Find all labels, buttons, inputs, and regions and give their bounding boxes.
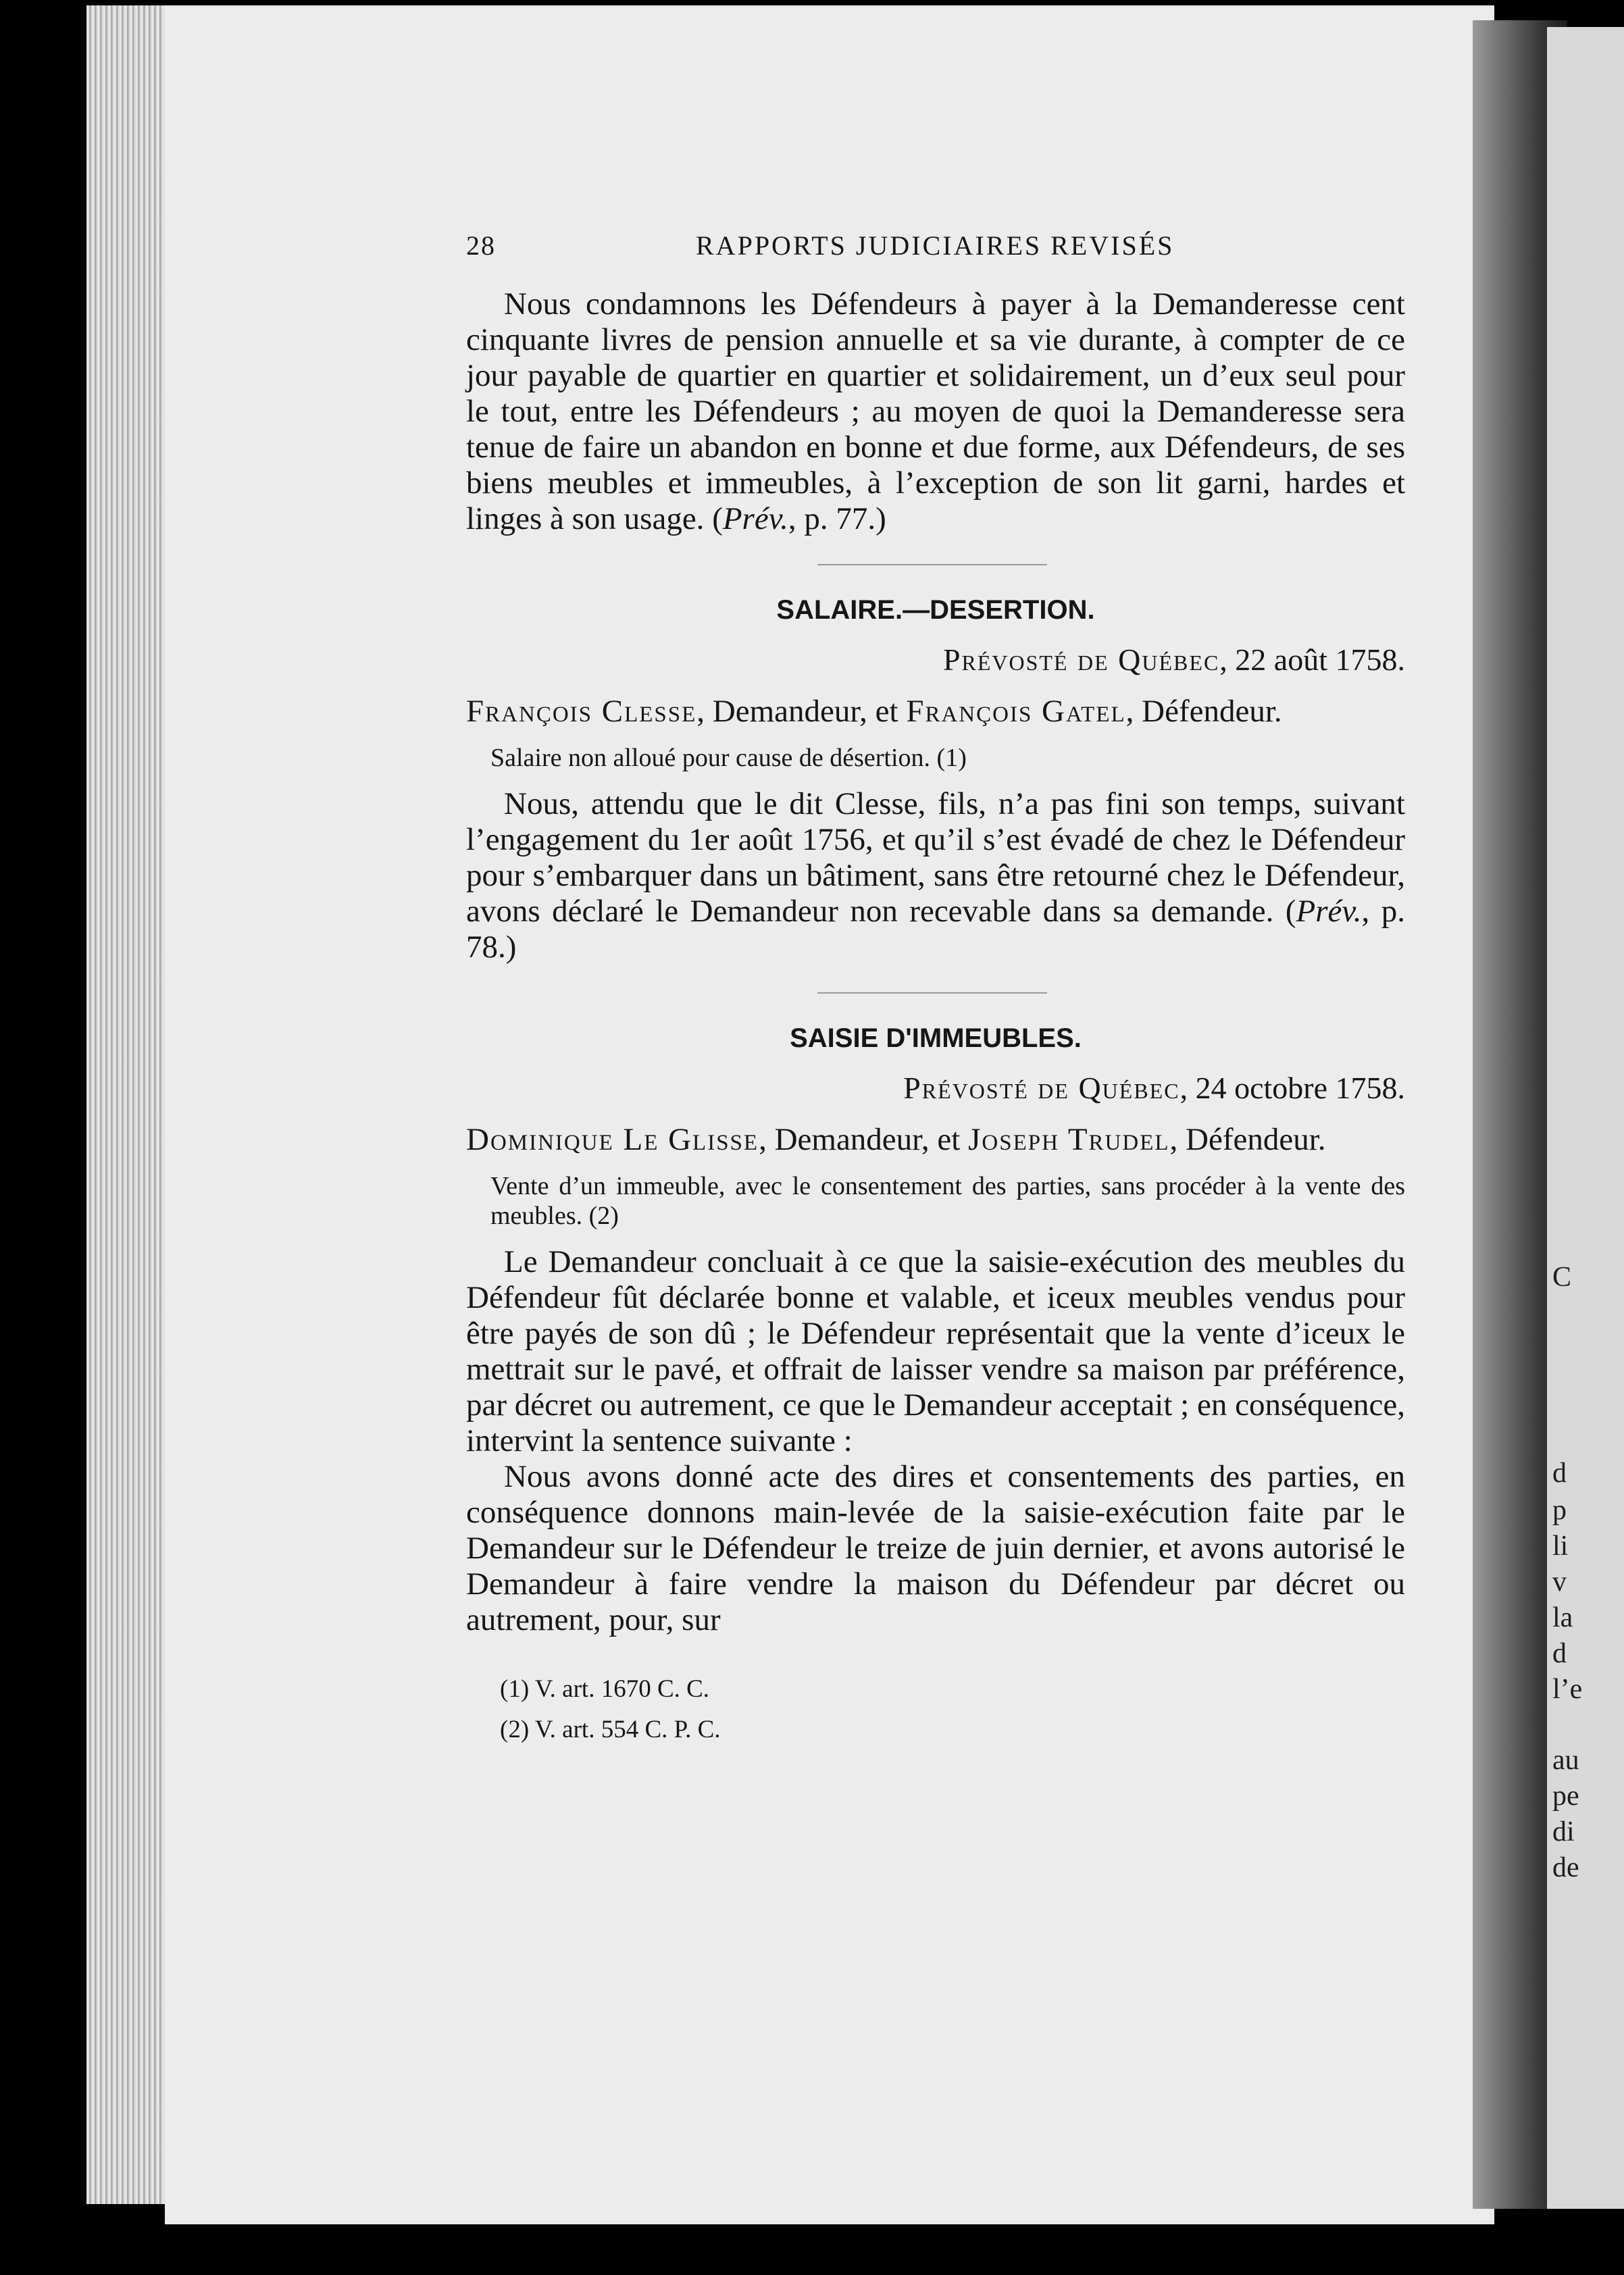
citation-ref: Prév.	[1296, 894, 1362, 929]
citation-page: , p. 78.)	[466, 894, 1405, 965]
adjacent-page-fragment: au	[1552, 1745, 1579, 1776]
adjacent-page-fragment: p	[1552, 1495, 1567, 1526]
running-header: RAPPORTS JUDICIAIRES REVISÉS	[696, 230, 1175, 261]
text-column	[466, 230, 1405, 1750]
court-date: , 24 octobre 1758.	[1179, 1071, 1405, 1105]
case-summary: Salaire non alloué pour cause de désertion. (1)	[490, 744, 967, 772]
case-body: Nous, attendu que le dit Clesse, fils, n’a pas fini son temps, suivant l’engagement du 1er août 1756, et qu’il s’est évadé de chez le Défendeur pour s’embarquer dans un bâtiment, sans être retourné chez le Défendeur, avons déclaré le Demandeur non recevable dans sa demande. (Prév., p. 78.)	[466, 786, 1405, 965]
adjacent-page-fragment: di	[1552, 1816, 1575, 1847]
defendant-name: François Gatel	[906, 694, 1126, 729]
case-heading: SAISIE D'IMMEUBLES.	[790, 1023, 1082, 1053]
adjacent-page-fragment: l’e	[1552, 1674, 1583, 1705]
adjacent-page-fragment: v	[1552, 1566, 1567, 1597]
plaintiff-name: Dominique Le Glisse	[466, 1122, 759, 1157]
adjacent-page	[1547, 27, 1624, 2209]
defendant-role: , Défendeur.	[1169, 1122, 1326, 1157]
section-divider	[817, 564, 1047, 565]
continuation-paragraph: Nous condamnons les Défendeurs à payer à la Demanderesse cent cinquante livres de pension annuelle et sa vie durante, à compter de ce jour payable de quartier en quartier et solidairement, un d’eux seul pour le tout, entre les Défendeurs ; au moyen de quoi la Demanderesse sera tenue de faire un abandon en bonne et due forme, aux Défendeurs, de ses biens meubles et immeubles, à l’exception de son lit garni, hardes et linges à son usage. (Prév., p. 77.)	[466, 286, 1405, 536]
case-body: Nous avons donné acte des dires et consentements des parties, en conséquence donnons main-levée de la saisie-exécution faite par le Demandeur sur le Défendeur le treize de juin dernier, et avons autorisé le Demandeur à faire vendre la maison du Défendeur par décret ou autrement, pour, sur	[466, 1459, 1405, 1637]
plaintiff-name: François Clesse	[466, 694, 697, 729]
defendant-role: , Défendeur.	[1125, 694, 1282, 729]
adjacent-page-fragment: C	[1552, 1262, 1572, 1293]
court-line	[466, 642, 1405, 678]
defendant-name: Joseph Trudel	[968, 1122, 1170, 1157]
plaintiff-role: , Demandeur, et	[759, 1122, 969, 1157]
citation-page: , p. 77.)	[788, 501, 886, 536]
continuation-text: Nous condamnons les Défendeurs à payer à la Demanderesse cent cinquante livres de pension annuelle et sa vie durante, à compter de ce jour payable de quartier en quartier et solidairement, un d’eux seul pour le tout, entre les Défendeurs ; au moyen de quoi la Demanderesse sera tenue de faire un abandon en bonne et due forme, aux Défendeurs, de ses biens meubles et immeubles, à l’exception de son lit garni, hardes et linges à son usage.	[466, 286, 1405, 536]
case-heading: SALAIRE.—DESERTION.	[776, 595, 1095, 625]
court-name: Prévosté de Québec	[942, 642, 1220, 677]
plaintiff-role: , Demandeur, et	[696, 694, 907, 729]
case-body: Le Demandeur concluait à ce que la saisie-exécution des meubles du Défendeur fût déclarée bonne et valable, et iceux meubles vendus pour être payés de son dû ; le Défendeur représentait que la vente d’iceux le mettrait sur le pavé, et offrait de laisser vendre sa maison par préférence, par décret ou autrement, ce que le Demandeur acceptait ; en conséquence, intervint la sentence suivante :	[466, 1244, 1405, 1458]
adjacent-page-fragment: pe	[1552, 1781, 1579, 1812]
running-head	[466, 230, 1405, 270]
page-edges	[86, 5, 168, 2204]
case-parties	[466, 1122, 1405, 1158]
adjacent-page-fragment: d	[1552, 1458, 1567, 1489]
adjacent-page-fragment: la	[1552, 1602, 1573, 1633]
section-divider	[817, 992, 1047, 994]
court-line	[466, 1070, 1405, 1106]
adjacent-page-fragment: de	[1552, 1852, 1579, 1883]
court-date: , 22 août 1758.	[1219, 642, 1405, 677]
case-body-text: Nous, attendu que le dit Clesse, fils, n’a pas fini son temps, suivant l’engagement du 1er août 1756, et qu’il s’est évadé de chez le Défendeur pour s’embarquer dans un bâtiment, sans être retourné chez le Défendeur, avons déclaré le Demandeur non recevable dans sa demande.	[466, 786, 1405, 929]
footnotes	[466, 1669, 1405, 1750]
footnote: (1) V. art. 1670 C. C.	[500, 1675, 710, 1703]
adjacent-page-fragment: d	[1552, 1638, 1567, 1669]
footnote: (2) V. art. 554 C. P. C.	[500, 1716, 721, 1743]
case-parties	[466, 694, 1405, 730]
court-name: Prévosté de Québec	[903, 1071, 1180, 1105]
case-summary: Vente d’un immeuble, avec le consentement des parties, sans procéder à la vente des meubles. (2)	[490, 1172, 1405, 1230]
adjacent-page-fragment: li	[1552, 1531, 1569, 1562]
citation-ref: Prév.	[722, 501, 788, 536]
page-number: 28	[466, 230, 496, 261]
